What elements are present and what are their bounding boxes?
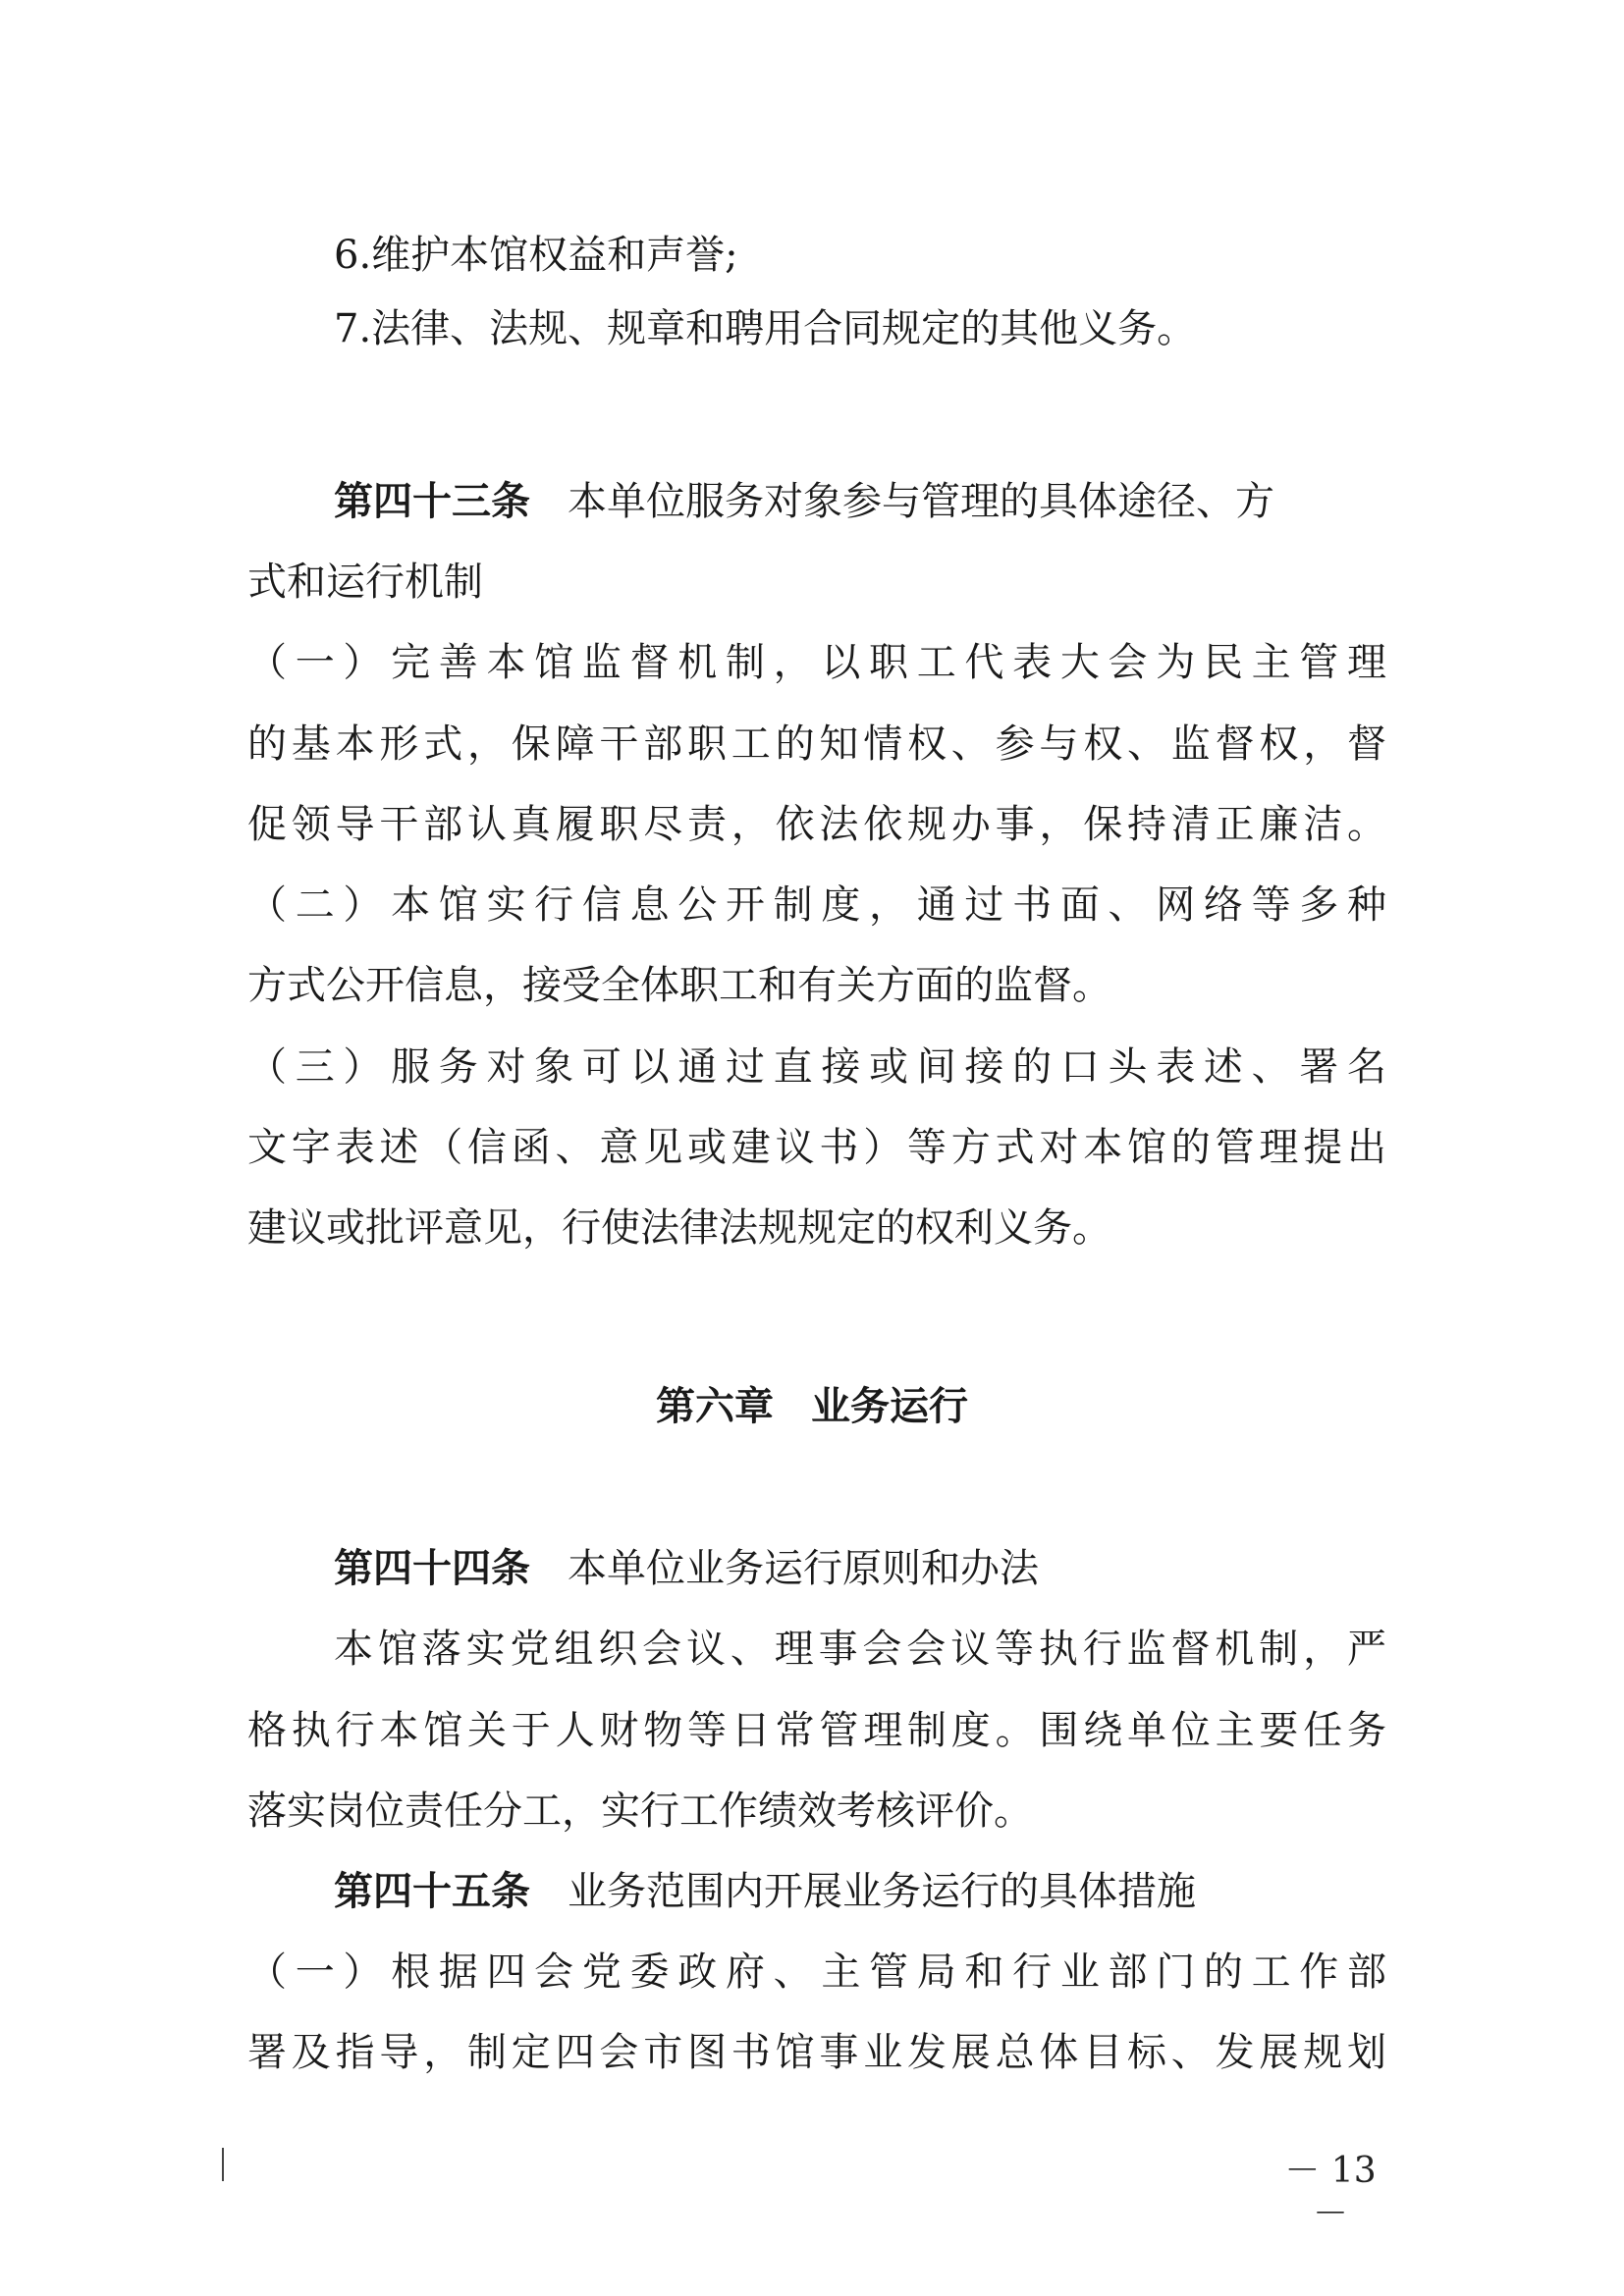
chapter-title [0,1379,1624,1434]
text-line: 落实岗位责任分工，实行工作绩效考核评价。 [247,1789,1033,1834]
text-line: （一）完善本馆监督机制，以职工代表大会为民主管理 [247,640,1386,685]
text-line: 6.维护本馆权益和声誉; [334,233,738,278]
text-line: 署及指导，制定四会市图书馆事业发展总体目标、发展规划 [247,2030,1386,2075]
text-line: 促领导干部认真履职尽责，依法依规办事，保持清正廉洁。 [247,802,1386,847]
text-line: 本馆落实党组织会议、理事会会议等执行监督机制，严 [334,1627,1386,1672]
text-line: 式和运行机制 [247,560,483,605]
text-line: 7.法律、法规、规章和聘用合同规定的其他义务。 [334,306,1197,351]
text-line: （三）服务对象可以通过直接或间接的口头表述、署名 [247,1044,1386,1090]
article-number: 第四十三条 [334,479,530,524]
article-45-heading [334,1864,1196,1919]
margin-mark [222,2148,224,2181]
text-line: 方式公开信息，接受全体职工和有关方面的监督。 [247,963,1111,1008]
article-number: 第四十四条 [334,1546,530,1591]
text-line: 格执行本馆关于人财物等日常管理制度。围绕单位主要任务 [247,1708,1386,1753]
text-line: （二）本馆实行信息公开制度，通过书面、网络等多种 [247,882,1386,928]
article-title: 本单位服务对象参与管理的具体途径、方 [568,479,1274,524]
text-line: （一）根据四会党委政府、主管局和行业部门的工作部 [247,1949,1386,1995]
page-number: － 13 － [1284,2151,1377,2234]
text-line: 的基本形式，保障干部职工的知情权、参与权、监督权，督 [247,721,1386,767]
chapter-name: 业务运行 [811,1384,968,1429]
chapter-number: 第六章 [656,1384,774,1429]
article-title: 业务范围内开展业务运行的具体措施 [568,1869,1196,1914]
article-43-heading [334,474,1274,529]
text-line: 文字表述（信函、意见或建议书）等方式对本馆的管理提出 [247,1125,1386,1170]
article-number: 第四十五条 [334,1869,530,1914]
article-44-heading [334,1541,1039,1596]
article-title: 本单位业务运行原则和办法 [568,1546,1039,1591]
text-line: 建议或批评意见，行使法律法规规定的权利义务。 [247,1205,1111,1251]
